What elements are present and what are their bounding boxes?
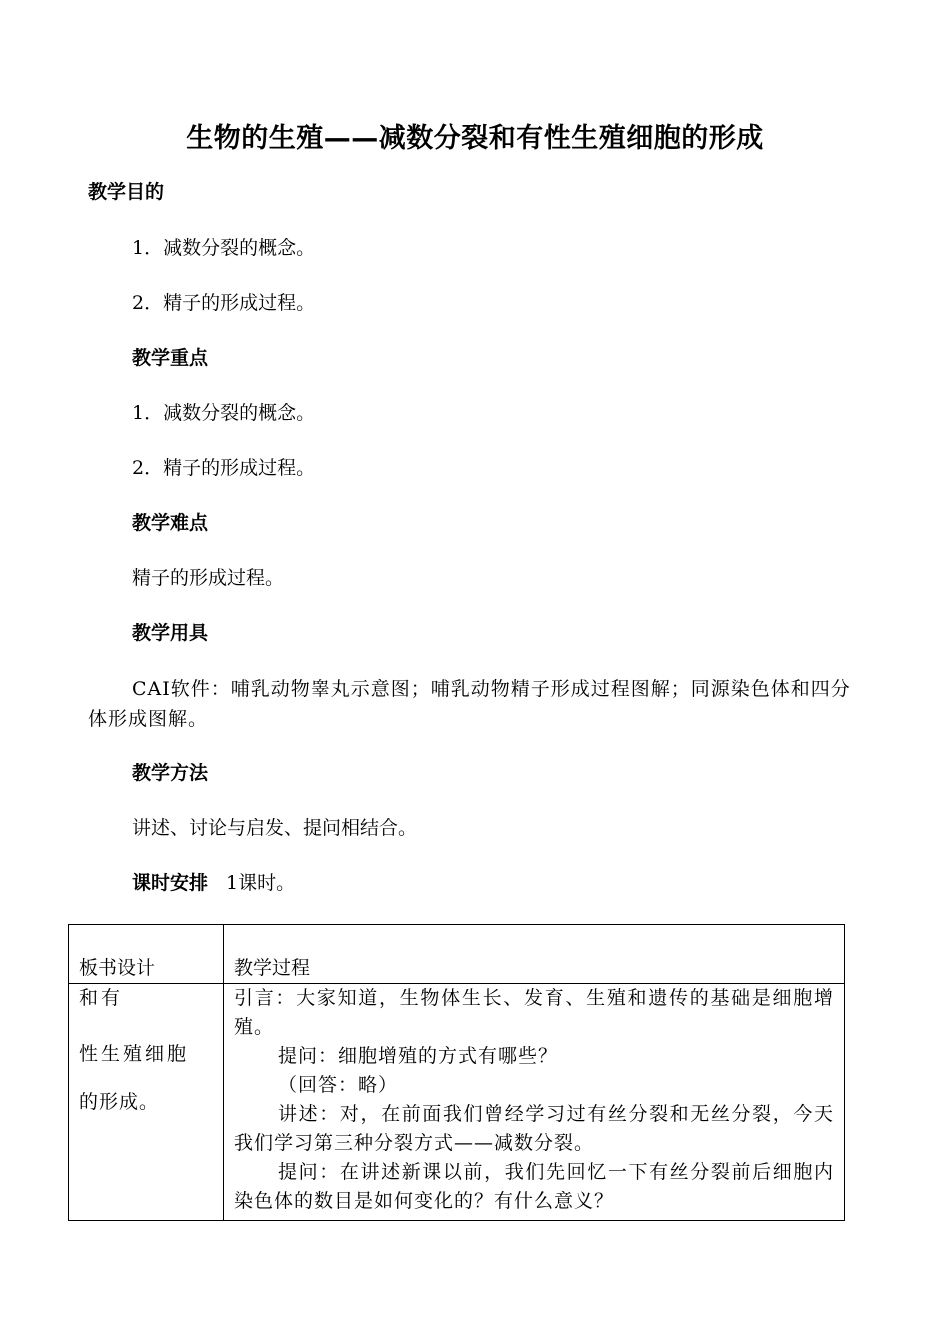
header-teaching-process: 教学过程 xyxy=(224,925,845,984)
process-paragraph: 提问：在讲述新课以前，我们先回忆一下有丝分裂前后细胞内染色体的数目是如何变化的？有什么意义？ xyxy=(234,1161,834,1212)
board-design-cell xyxy=(69,984,224,1221)
process-paragraph: 提问：细胞增殖的方式有哪些？ xyxy=(278,1045,559,1067)
key-points-heading: 教学重点 xyxy=(132,347,209,369)
schedule-line xyxy=(132,869,295,897)
objective-item: 1．减数分裂的概念。 xyxy=(132,237,316,259)
method-heading: 教学方法 xyxy=(132,762,209,784)
process-paragraph: 引言：大家知道，生物体生长、发育、生殖和遗传的基础是细胞增殖。 xyxy=(234,987,834,1038)
difficulty-heading: 教学难点 xyxy=(132,512,209,534)
document-title: 生物的生殖——减数分裂和有性生殖细胞的形成 xyxy=(186,123,764,154)
table-header-row xyxy=(69,925,845,984)
process-paragraph: （回答：略） xyxy=(278,1074,399,1096)
key-point-item: 2．精子的形成过程。 xyxy=(132,457,316,479)
tools-text: CAI软件：哺乳动物睾丸示意图；哺乳动物精子形成过程图解；同源染色体和四分体形成图解。 xyxy=(88,678,851,730)
teaching-process-cell xyxy=(224,984,845,1221)
process-paragraph: 讲述：对，在前面我们曾经学习过有丝分裂和无丝分裂，今天我们学习第三种分裂方式——减数分裂。 xyxy=(234,1103,834,1154)
difficulty-text: 精子的形成过程。 xyxy=(132,567,285,589)
board-line: 的形成。 xyxy=(79,1091,160,1113)
schedule-heading: 课时安排 xyxy=(132,872,209,894)
board-line: 和有 xyxy=(79,987,124,1009)
key-point-item: 1．减数分裂的概念。 xyxy=(132,402,316,424)
lesson-table xyxy=(68,924,845,1221)
table-row xyxy=(69,984,845,1221)
tools-heading: 教学用具 xyxy=(132,622,209,644)
board-line: 性生殖细胞 xyxy=(79,1043,190,1065)
header-board-design: 板书设计 xyxy=(69,925,224,984)
method-text: 讲述、讨论与启发、提问相结合。 xyxy=(132,817,418,839)
schedule-text: 1课时。 xyxy=(226,872,296,894)
objectives-heading: 教学目的 xyxy=(88,181,165,203)
objective-item: 2．精子的形成过程。 xyxy=(132,292,316,314)
